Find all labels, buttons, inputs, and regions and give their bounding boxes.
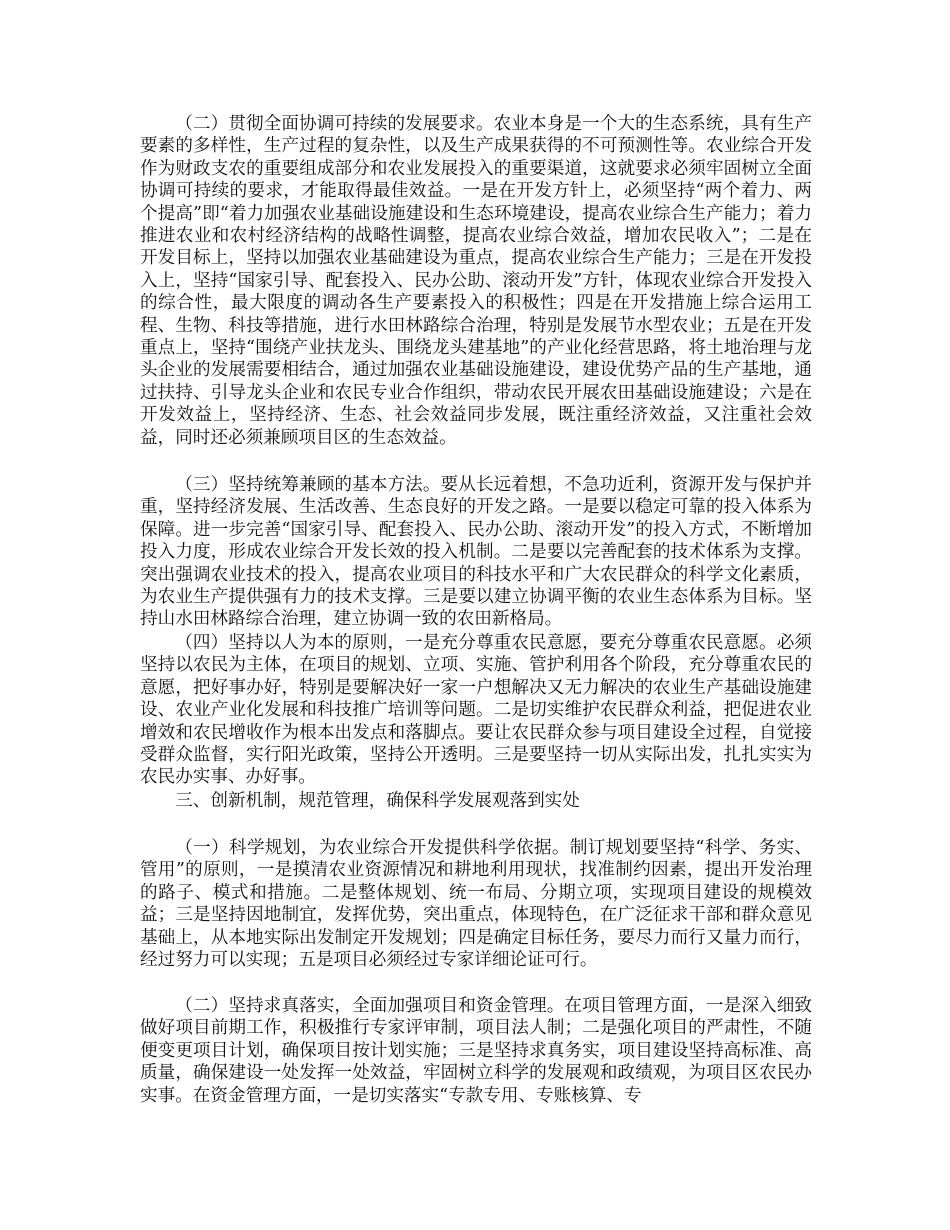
section-heading-3: 三、创新机制，规范管理，确保科学发展观落到实处	[175, 791, 580, 811]
paragraph-2-3: （三）坚持统筹兼顾的基本方法。要从长远着想，不急功近利，资源开发与保护并重，坚持经济发展、生活改善、生态良好的开发之路。一是要以稳定可靠的投入体系为保障。进一步完善“国家引导、配套投入、民办公助、滚动开发”的投入方式，不断增加投入力度，形成农业综合开发长效的投入机制。二是要以完善配套的技术体系为支撑。突出强调农业技术的投入，提高农业项目的科技水平和广大农民群众的科学文化素质，为农业生产提供强有力的技术支撑。三是要以建立协调平衡的农业生态体系为目标。坚持山水田林路综合治理，建立协调一致的农田新格局。	[140, 475, 812, 630]
paragraph-2-2: （二）贯彻全面协调可持续的发展要求。农业本身是一个大的生态系统，具有生产要素的多样性，生产过程的复杂性，以及生产成果获得的不可预测性等。农业综合开发作为财政支农的重要组成部分和农业发展投入的重要渠道，这就要求必须牢固树立全面协调可持续的要求，才能取得最佳效益。一是在开发方针上，必须坚持“两个着力、两个提高”即“着力加强农业基础设施建设和生态环境建设，提高农业综合生产能力；着力推进农业和农村经济结构的战略性调整，提高农业综合效益，增加农民收入”；二是在开发目标上，坚持以加强农业基础建设为重点，提高农业综合生产能力；三是在开发投入上，坚持“国家引导、配套投入、民办公助、滚动开发”方针，体现农业综合开发投入的综合性，最大限度的调动各生产要素投入的积极性；四是在开发措施上综合运用工程、生物、科技等措施，进行水田林路综合治理，特别是发展节水型农业；五是在开发重点上，坚持“围绕产业扶龙头、围绕龙头建基地”的产业化经营思路，将土地治理与龙头企业的发展需要相结合，通过加强农业基础设施建设，建设优势产品的生产基地，通过扶持、引导龙头企业和农民专业合作组织，带动农民开展农田基础设施建设；六是在开发效益上，坚持经济、生态、社会效益同步发展，既注重经济效益，又注重社会效益，同时还必须兼顾项目区的生态效益。	[140, 114, 812, 448]
paragraph-3-2: （二）坚持求真落实，全面加强项目和资金管理。在项目管理方面，一是深入细致做好项目前期工作，积极推行专家评审制，项目法人制；二是强化项目的严肃性，不随便变更项目计划，确保项目按计划实施；三是坚持求真务实，项目建设坚持高标准、高质量，确保建设一处发挥一处效益，牢固树立科学的发展观和政绩观，为项目区农民办实事。在资金管理方面，一是切实落实“专款专用、专账核算、专	[140, 996, 812, 1106]
paragraph-3-1: （一）科学规划，为农业综合开发提供科学依据。制订规划要坚持“科学、务实、管用”的原则，一是摸清农业资源情况和耕地利用现状，找准制约因素，提出开发治理的路子、模式和措施。二是整体规划、统一布局、分期立项，实现项目建设的规模效益；三是坚持因地制宜，发挥优势，突出重点，体现特色，在广泛征求干部和群众意见基础上，从本地实际出发制定开发规划；四是确定目标任务，要尽力而行又量力而行，经过努力可以实现；五是项目必须经过专家详细论证可行。	[140, 838, 812, 971]
paragraph-2-4: （四）坚持以人为本的原则，一是充分尊重农民意愿，要充分尊重农民意愿。必须坚持以农民为主体，在项目的规划、立项、实施、管护利用各个阶段，充分尊重农民的意愿，把好事办好，特别是要解决好一家一户想解决又无力解决的农业生产基础设施建设、农业产业化发展和科技推广培训等问题。二是切实维护农民群众利益，把促进农业增效和农民增收作为根本出发点和落脚点。要让农民群众参与项目建设全过程，自觉接受群众监督，实行阳光政策，坚持公开透明。三是要坚持一切从实际出发，扎扎实实为农民办实事、办好事。	[140, 633, 812, 788]
